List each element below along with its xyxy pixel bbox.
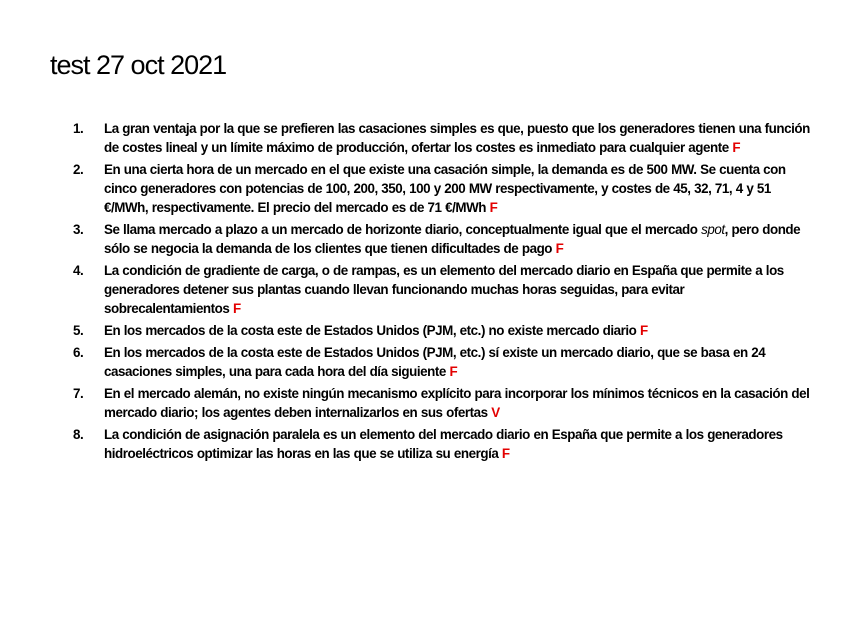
question-text-emphasis: spot [701, 222, 725, 237]
list-item [60, 160, 812, 217]
question-text: La gran ventaja por la que se prefieren las casaciones simples es que, puesto que los generadores tienen una función de costes lineal y un límite máximo de producción, ofertar los costes es inmediato para cualquier agente [104, 121, 810, 155]
answer-mark: F [732, 140, 741, 155]
item-number: 7. [73, 386, 84, 401]
item-text [104, 121, 810, 155]
question-text: La condición de gradiente de carga, o de rampas, es un elemento del mercado diario en España que permite a los generadores detener sus plantas cuando llevan funcionando muchas horas seguidas, para evitar sobrecalentamientos [104, 263, 784, 316]
item-number: 6. [73, 345, 84, 360]
item-text [104, 162, 786, 215]
answer-mark: F [501, 446, 510, 461]
item-text [104, 345, 765, 379]
item-number: 2. [73, 162, 84, 177]
item-number: 3. [73, 222, 84, 237]
answer-mark: F [639, 323, 648, 338]
question-text: En el mercado alemán, no existe ningún mecanismo explícito para incorporar los mínimos técnicos en la casación del mercado diario; los agentes deben internalizarlos en sus ofertas [104, 386, 810, 420]
list-item [60, 321, 812, 340]
answer-mark: F [449, 364, 458, 379]
answer-mark: F [232, 301, 241, 316]
list-item [60, 220, 812, 258]
answer-mark: F [489, 200, 498, 215]
list-item [60, 384, 812, 422]
item-number: 1. [73, 121, 84, 136]
item-text [104, 222, 800, 256]
item-number: 8. [73, 427, 84, 442]
slide-title: test 27 oct 2021 [50, 50, 227, 80]
question-text: En los mercados de la costa este de Estados Unidos (PJM, etc.) sí existe un mercado diario, que se basa en 24 casaciones simples, una para cada hora del día siguiente [104, 345, 766, 379]
question-text-before: Se llama mercado a plazo a un mercado de horizonte diario, conceptualmente igual que el mercado [104, 222, 702, 237]
list-item [60, 425, 812, 463]
item-number: 5. [73, 323, 84, 338]
list-item [60, 261, 812, 318]
list-item [60, 119, 812, 157]
item-text [104, 263, 784, 316]
item-text [104, 323, 648, 338]
item-text [104, 427, 783, 461]
question-text: En una cierta hora de un mercado en el que existe una casación simple, la demanda es de 500 MW. Se cuenta con cinco generadores con potencias de 100, 200, 350, 100 y 200 MW respectivamente, y costes de 45, 32, 71, 4 y 51 €/MWh, respectivamente. El precio del mercado es de 71 €/MWh [104, 162, 786, 215]
answer-mark: V [491, 405, 500, 420]
answer-mark: F [555, 241, 564, 256]
item-number: 4. [73, 263, 84, 278]
question-text: En los mercados de la costa este de Estados Unidos (PJM, etc.) no existe mercado diario [104, 323, 637, 338]
item-text [104, 386, 809, 420]
list-item [60, 343, 812, 381]
question-list [60, 119, 812, 466]
question-text-after: , pero donde sólo se negocia la demanda de los clientes que tienen dificultades de pago [104, 222, 801, 256]
question-text: La condición de asignación paralela es un elemento del mercado diario en España que permite a los generadores hidroeléctricos optimizar las horas en las que se utiliza su energía [104, 427, 783, 461]
